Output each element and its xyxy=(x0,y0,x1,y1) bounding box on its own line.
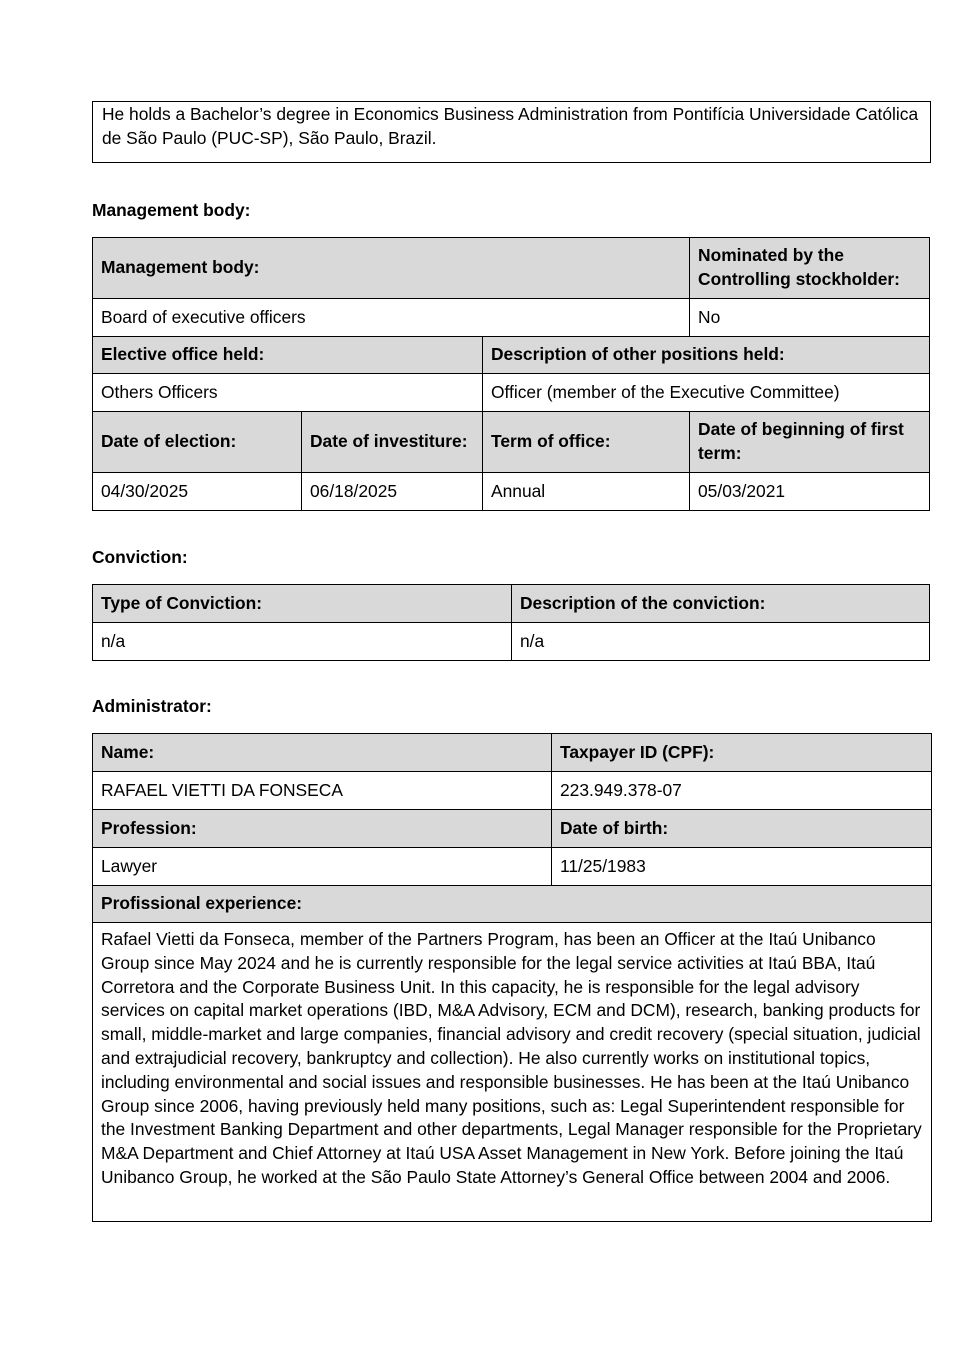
term-of-office-value: Annual xyxy=(483,473,690,511)
name-value: RAFAEL VIETTI DA FONSECA xyxy=(93,772,552,810)
conviction-heading: Conviction: xyxy=(92,547,188,567)
birth-date-label: Date of birth: xyxy=(552,810,932,848)
management-body-label: Management body: xyxy=(93,238,690,299)
profession-label: Profession: xyxy=(93,810,552,848)
investiture-date-value: 06/18/2025 xyxy=(302,473,483,511)
conviction-description-label: Description of the conviction: xyxy=(512,585,930,623)
investiture-date-label: Date of investiture: xyxy=(302,412,483,473)
election-date-value: 04/30/2025 xyxy=(93,473,302,511)
conviction-type-label: Type of Conviction: xyxy=(93,585,512,623)
nominated-label: Nominated by the Controlling stockholder: xyxy=(690,238,930,299)
cpf-value: 223.949.378-07 xyxy=(552,772,932,810)
experience-label: Profissional experience: xyxy=(93,886,932,923)
term-of-office-label: Term of office: xyxy=(483,412,690,473)
administrator-table xyxy=(92,733,932,1222)
cpf-label: Taxpayer ID (CPF): xyxy=(552,734,932,772)
birth-date-value: 11/25/1983 xyxy=(552,848,932,886)
election-date-label: Date of election: xyxy=(93,412,302,473)
elective-office-value: Others Officers xyxy=(93,374,483,412)
conviction-description-value: n/a xyxy=(512,623,930,661)
management-body-table xyxy=(92,237,930,511)
elective-office-label: Elective office held: xyxy=(93,337,483,374)
education-text-box xyxy=(92,101,931,163)
education-text: He holds a Bachelor’s degree in Economics Business Administration from Pontifícia Universidade Católica de São Paulo (PUC-SP), São Paulo, Brazil. xyxy=(102,104,919,148)
experience-value: Rafael Vietti da Fonseca, member of the Partners Program, has been an Officer at the Itaú Unibanco Group since May 2024 and he is currently responsible for the legal service activities at Itaú BBA, Itaú Corretora and the Corporate Business Unit. In this capacity, he is responsible for the legal advisory services on capital market operations (IBD, M&A Advisory, ECM and DCM), research, banking products for small, middle-market and large companies, financial advisory and credit recovery (special situation, judicial and extrajudicial recovery, bankruptcy and collection). He also currently works on institutional topics, including environmental and social issues and responsible businesses. He has been at the Itaú Unibanco Group since 2006, having previously held many positions, such as: Legal Superintendent responsible for the Investment Banking Department and other departments, Legal Manager responsible for the Proprietary M&A Department and Chief Attorney at Itaú USA Asset Management in New York. Before joining the Itaú Unibanco Group, he worked at the São Paulo State Attorney’s General Office between 2004 and 2006. xyxy=(93,923,932,1222)
nominated-value: No xyxy=(690,299,930,337)
conviction-table xyxy=(92,584,930,661)
other-positions-value: Officer (member of the Executive Committee) xyxy=(483,374,930,412)
other-positions-label: Description of other positions held: xyxy=(483,337,930,374)
first-term-date-value: 05/03/2021 xyxy=(690,473,930,511)
profession-value: Lawyer xyxy=(93,848,552,886)
management-body-heading: Management body: xyxy=(92,200,251,220)
management-body-value: Board of executive officers xyxy=(93,299,690,337)
administrator-heading: Administrator: xyxy=(92,696,212,716)
first-term-date-label: Date of beginning of first term: xyxy=(690,412,930,473)
name-label: Name: xyxy=(93,734,552,772)
conviction-type-value: n/a xyxy=(93,623,512,661)
